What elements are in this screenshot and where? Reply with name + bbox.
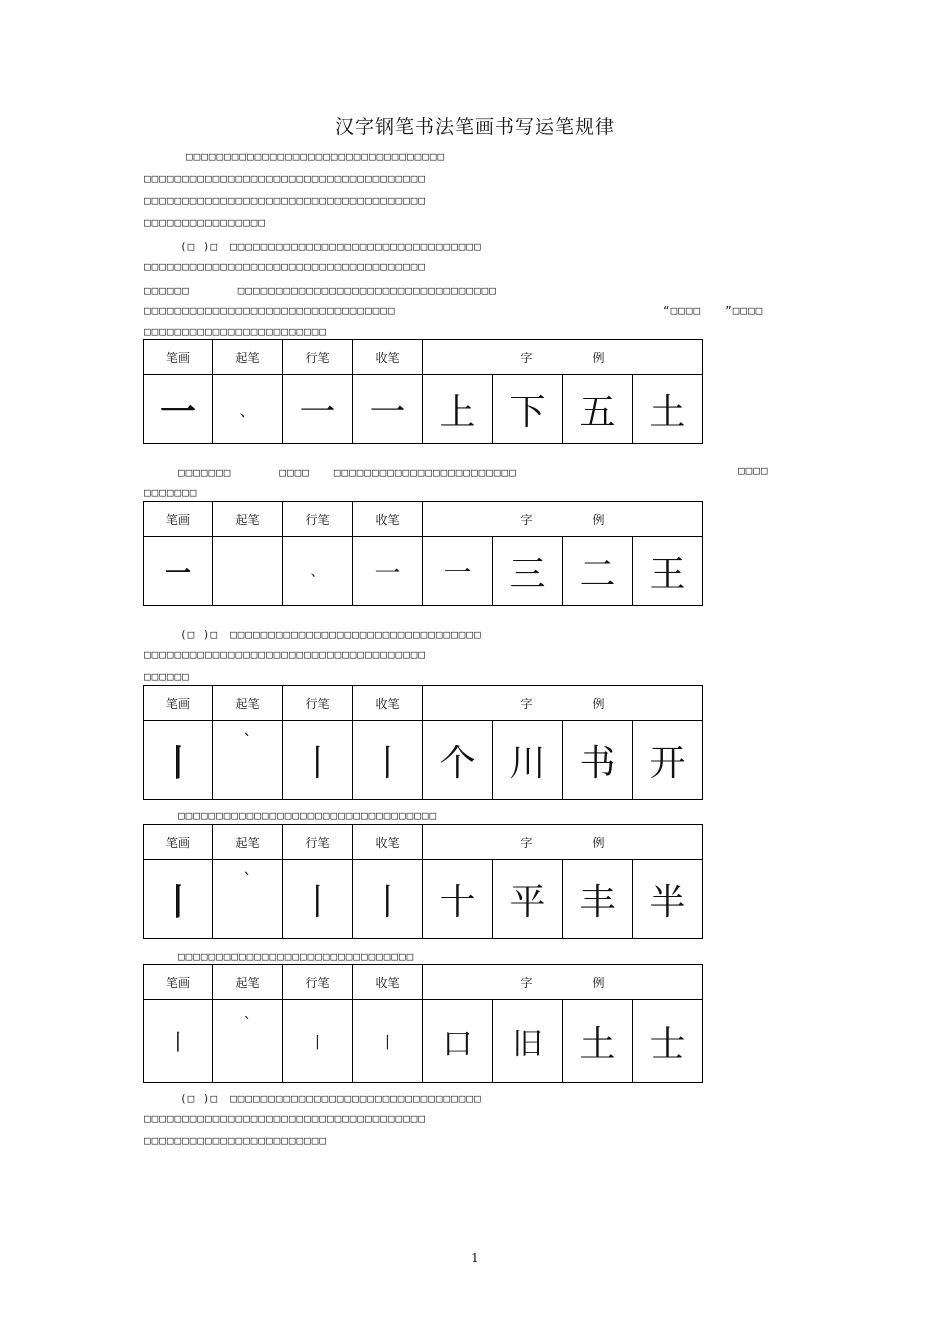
mid-line-2: □□□□□□□ [144,486,198,499]
header-examples-b: 例 [592,350,605,365]
end-cell: 一 [353,375,423,444]
example-char: 一 [423,537,493,606]
mid-line-3: □□□□□□□□□□□□□□□□□□□□□□□□□□□□□□□□□□ [178,809,438,822]
intro-line-1: □□□□□□□□□□□□□□□□□□□□□□□□□□□□□□□□□□ [186,150,446,163]
header-move: 行笔 [283,340,353,375]
example-char: 旧 [493,1000,563,1083]
header-move: 行笔 [283,965,353,1000]
header-stroke: 笔画 [144,825,213,860]
section-2-line-1: (□ )□ □□□□□□□□□□□□□□□□□□□□□□□□□□□□□□□□□ [180,628,482,641]
section-1-line-5: □□□□□□□□□□□□□□□□□□□□□□□□ [144,325,327,338]
move-cell: 丨 [283,860,353,939]
section-1-line-4: □□□□□□□□□□□□□□□□□□□□□□□□□□□□□□□□□ [144,304,396,317]
header-examples-b: 例 [592,835,605,850]
header-end: 收笔 [353,340,423,375]
stroke-cell: 丨 [144,860,213,939]
end-cell: 丨 [353,860,423,939]
intro-line-3: □□□□□□□□□□□□□□□□□□□□□□□□□□□□□□□□□□□□□ [144,194,427,207]
header-examples [423,825,703,860]
header-examples [423,686,703,721]
end-cell: 丨 [353,721,423,800]
section-3-line-1: (□ )□ □□□□□□□□□□□□□□□□□□□□□□□□□□□□□□□□□ [180,1092,482,1105]
mid-line-4: □□□□□□□□□□□□□□□□□□□□□□□□□□□□□□□ [178,950,415,963]
example-char: 三 [493,537,563,606]
start-cell: ` [213,860,283,939]
header-move: 行笔 [283,502,353,537]
example-char: 王 [633,537,703,606]
section-2-line-3: □□□□□□ [144,670,190,683]
section-3-line-3: □□□□□□□□□□□□□□□□□□□□□□□□ [144,1134,327,1147]
end-cell: 一 [353,537,423,606]
example-char: 上 [423,375,493,444]
page-number: 1 [471,1251,479,1265]
intro-line-4: □□□□□□□□□□□□□□□□ [144,216,266,229]
section-1-line-2: □□□□□□□□□□□□□□□□□□□□□□□□□□□□□□□□□□□□□ [144,260,427,273]
intro-line-2: □□□□□□□□□□□□□□□□□□□□□□□□□□□□□□□□□□□□□ [144,172,427,185]
header-stroke: 笔画 [144,965,213,1000]
header-move: 行笔 [283,825,353,860]
stroke-cell: 丨 [144,1000,213,1083]
example-char: 书 [563,721,633,800]
header-examples-a: 字 [520,350,533,365]
stroke-cell: 一 [144,375,213,444]
start-cell: ` [213,721,283,800]
header-end: 收笔 [353,825,423,860]
header-examples [423,340,703,375]
stroke-table-5 [143,964,703,1083]
section-2-line-2: □□□□□□□□□□□□□□□□□□□□□□□□□□□□□□□□□□□□□ [144,648,427,661]
header-end: 收笔 [353,965,423,1000]
example-char: 土 [633,375,703,444]
start-cell [213,537,283,606]
header-examples-a: 字 [520,512,533,527]
header-examples [423,502,703,537]
stroke-table-1 [143,339,703,444]
move-cell: 丨 [283,721,353,800]
stroke-table-4 [143,824,703,939]
header-start: 起笔 [213,686,283,721]
example-char: 丰 [563,860,633,939]
header-examples-b: 例 [592,975,605,990]
move-cell: 、 [283,537,353,606]
example-char: 川 [493,721,563,800]
header-examples-a: 字 [520,835,533,850]
header-stroke: 笔画 [144,686,213,721]
section-1-quote: “□□□□ ”□□□□ [663,304,764,317]
header-start: 起笔 [213,965,283,1000]
example-char: 十 [423,860,493,939]
header-examples-b: 例 [592,512,605,527]
stroke-cell: 一 [144,537,213,606]
header-end: 收笔 [353,502,423,537]
end-cell: 丨 [353,1000,423,1083]
section-3-line-2: □□□□□□□□□□□□□□□□□□□□□□□□□□□□□□□□□□□□□ [144,1112,427,1125]
header-move: 行笔 [283,686,353,721]
header-examples-b: 例 [592,696,605,711]
example-char: 个 [423,721,493,800]
header-stroke: 笔画 [144,502,213,537]
stroke-table-3 [143,685,703,800]
example-char: 土 [563,1000,633,1083]
header-examples-a: 字 [520,975,533,990]
header-stroke: 笔画 [144,340,213,375]
example-char: 半 [633,860,703,939]
example-char: 下 [493,375,563,444]
header-start: 起笔 [213,825,283,860]
example-char: 士 [633,1000,703,1083]
mid-line-1-tail: □□□□ [738,464,769,477]
header-start: 起笔 [213,340,283,375]
example-char: 五 [563,375,633,444]
start-cell: 、 [213,375,283,444]
stroke-table-2 [143,501,703,606]
example-char: 二 [563,537,633,606]
mid-line-1: □□□□□□□ □□□□ □□□□□□□□□□□□□□□□□□□□□□□□ [178,466,517,479]
move-cell: 一 [283,375,353,444]
section-1-line-1: (□ )□ □□□□□□□□□□□□□□□□□□□□□□□□□□□□□□□□□ [180,240,482,253]
move-cell: 丨 [283,1000,353,1083]
example-char: 口 [423,1000,493,1083]
header-examples [423,965,703,1000]
stroke-cell: 丨 [144,721,213,800]
section-1-line-3: □□□□□□ □□□□□□□□□□□□□□□□□□□□□□□□□□□□□□□□□□ [144,284,497,297]
header-start: 起笔 [213,502,283,537]
header-end: 收笔 [353,686,423,721]
example-char: 开 [633,721,703,800]
example-char: 平 [493,860,563,939]
header-examples-a: 字 [520,696,533,711]
page-title: 汉字钢笔书法笔画书写运笔规律 [334,116,615,138]
start-cell: ` [213,1000,283,1083]
